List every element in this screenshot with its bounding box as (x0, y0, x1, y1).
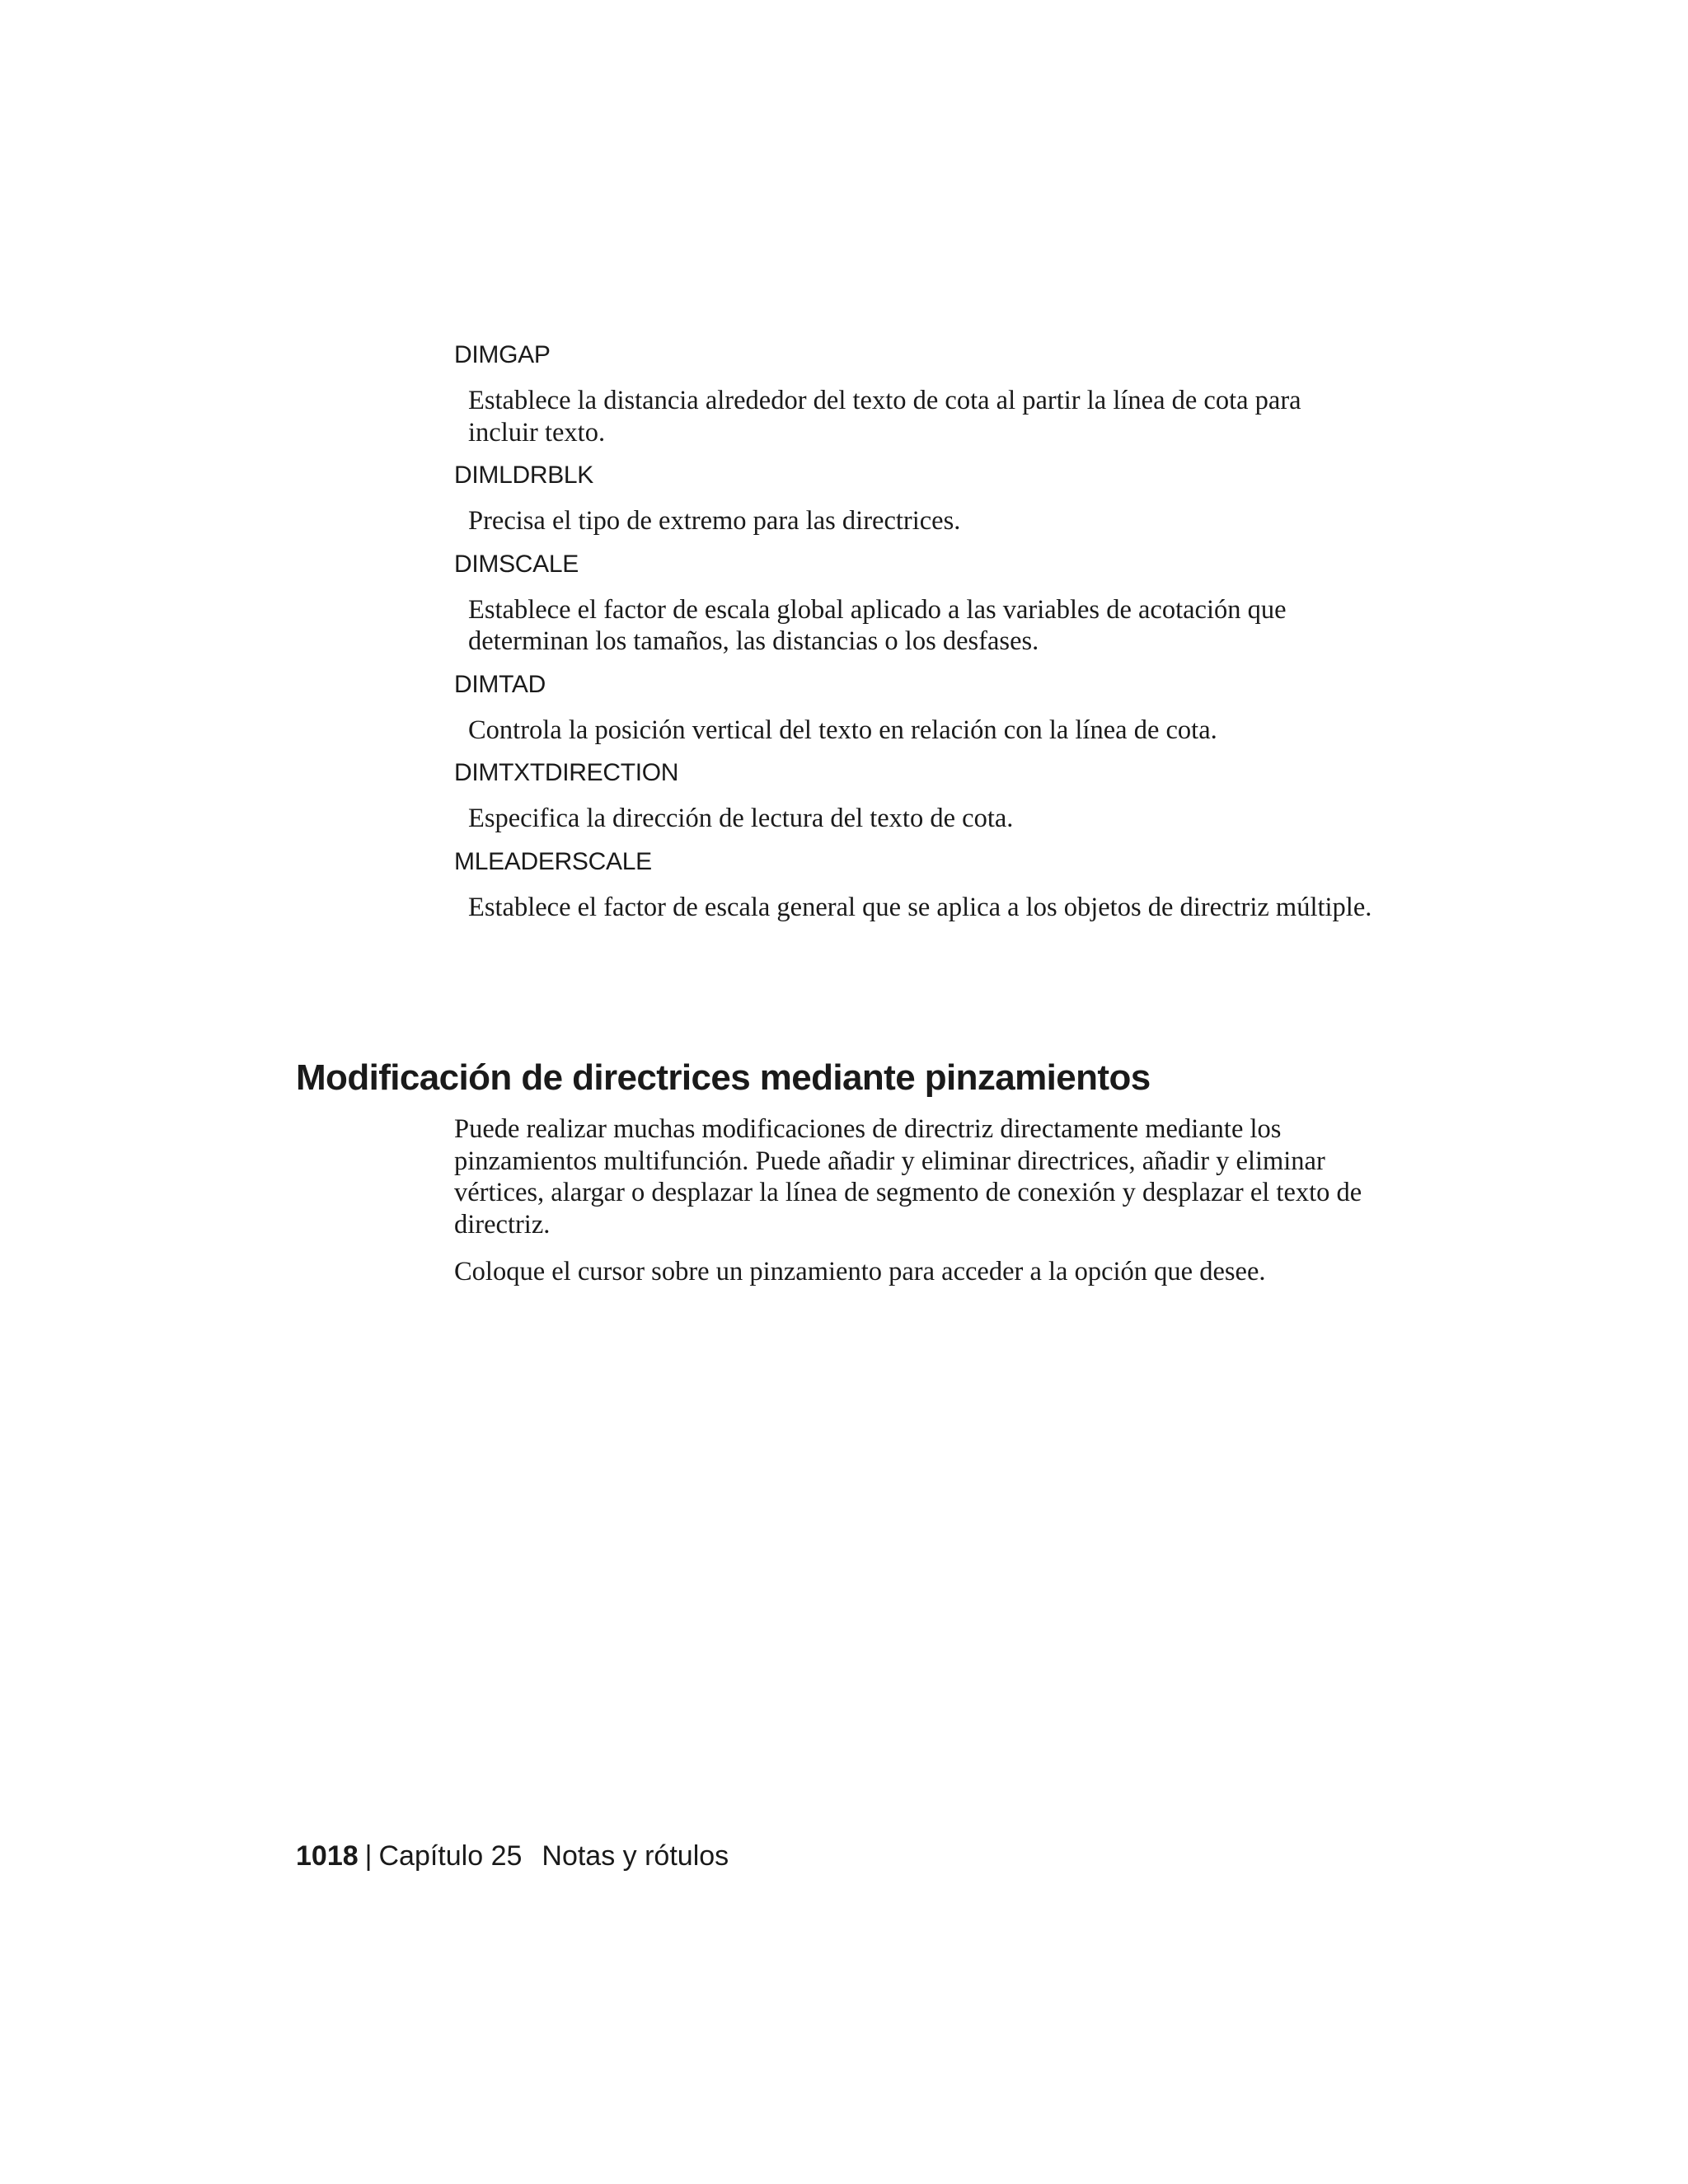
body-paragraph: Coloque el cursor sobre un pinzamiento para acceder a la opción que desee. (454, 1257, 1266, 1286)
body-paragraph: Puede realizar muchas modificaciones de directriz directamente mediante los pinzamientos multifunción. Puede añadir y eliminar directrices, añadir y eliminar vértices, alargar o desplazar la línea de segmento de conexión y desplazar el texto de directriz. (454, 1114, 1362, 1240)
variable-description: Establece el factor de escala global aplicado a las variables de acotación que determinan los tamaños, las distancias o los desfases. (468, 594, 1287, 656)
variable-description: Establece el factor de escala general que se aplica a los objetos de directriz múltiple. (468, 892, 1372, 922)
chapter-title: Notas y rótulos (542, 1840, 729, 1872)
variable-name: MLEADERSCALE (454, 847, 652, 875)
variable-description: Especifica la dirección de lectura del texto de cota. (468, 804, 1014, 833)
variable-name: DIMTAD (454, 670, 546, 698)
variable-name: DIMLDRBLK (454, 462, 594, 489)
variable-name: DIMTXTDIRECTION (454, 759, 679, 786)
variable-description: Precisa el tipo de extremo para las directrices. (468, 506, 961, 536)
variable-description: Controla la posición vertical del texto en relación con la línea de cota. (468, 715, 1217, 745)
page-footer (296, 1838, 729, 1874)
variable-description: Establece la distancia alrededor del texto de cota al partir la línea de cota para incluir texto. (468, 386, 1301, 448)
section-body (454, 1113, 1377, 1304)
variable-name: DIMSCALE (454, 550, 579, 578)
footer-separator: | (364, 1840, 373, 1872)
page-number: 1018 (296, 1840, 359, 1872)
section-heading: Modificación de directrices mediante pinzamientos (296, 1057, 1151, 1098)
system-variable-list (454, 340, 1377, 935)
variable-name: DIMGAP (454, 341, 551, 368)
chapter-label: Capítulo 25 (378, 1840, 523, 1872)
